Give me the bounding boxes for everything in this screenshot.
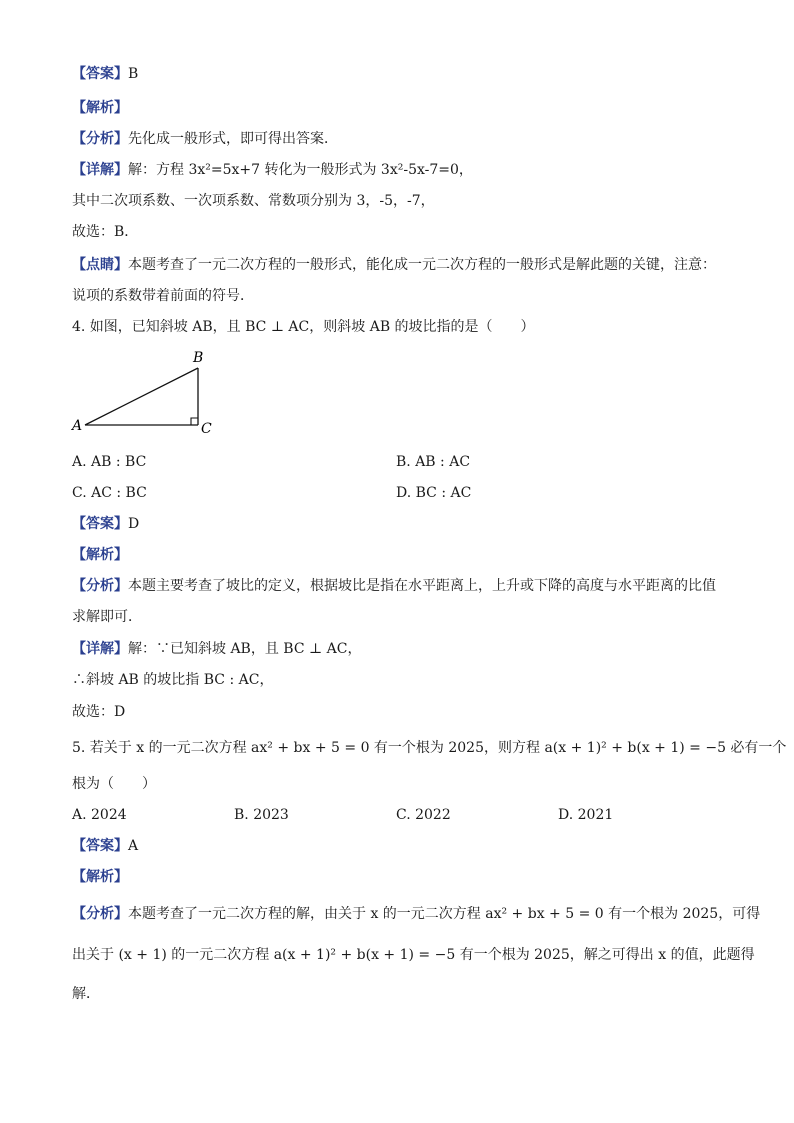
vertex-label-c: C [201, 421, 212, 437]
q5-option-a: A. 2024 [72, 807, 127, 823]
analysis-tag: 【解析】 [72, 547, 128, 563]
vertex-label-a: A [72, 418, 83, 434]
q5-option-b: B. 2023 [234, 807, 289, 823]
analysis-tag: 【解析】 [72, 869, 128, 885]
q4-fenxi-line [72, 576, 716, 596]
answer-tag: 【答案】 [72, 66, 128, 82]
q4-xiangjie-line [72, 639, 361, 659]
q3-dianjing-line [72, 255, 716, 275]
q5-stem-line2: 根为（ ） [72, 776, 156, 792]
q4-analysis-heading [72, 545, 128, 565]
dianjing-tag: 【点睛】 [72, 257, 128, 273]
q3-xiangjie-line [72, 160, 473, 180]
answer-tag: 【答案】 [72, 516, 128, 532]
q3-answer-line [72, 64, 138, 84]
q3-analysis-heading [72, 98, 128, 118]
q3-dianjing-line2: 说项的系数带着前面的符号． [72, 288, 254, 304]
answer-value: D [128, 516, 140, 532]
q4-xiangjie-line2: ∴斜坡 AB 的坡比指 BC : AC， [72, 672, 274, 688]
q4-option-d: D. BC : AC [396, 485, 472, 501]
fenxi-tag: 【分析】 [72, 131, 128, 147]
q4-answer-line [72, 514, 139, 534]
fenxi-text: 本题主要考查了坡比的定义，根据坡比是指在水平距离上，上升或下降的高度与水平距离的比值 [128, 578, 716, 594]
fenxi-tag: 【分析】 [72, 578, 128, 594]
q5-answer-line [72, 836, 138, 856]
right-triangle-figure [70, 344, 220, 440]
analysis-tag: 【解析】 [72, 100, 128, 116]
q5-fenxi-line3: 解． [72, 986, 100, 1002]
q5-analysis-heading [72, 867, 128, 887]
answer-value: A [128, 838, 139, 854]
q5-fenxi-line [72, 904, 760, 924]
answer-tag: 【答案】 [72, 838, 128, 854]
q4-option-a: A. AB : BC [72, 454, 147, 470]
xiangjie-tag: 【详解】 [72, 162, 128, 178]
vertex-label-b: B [193, 350, 204, 366]
q3-xiangjie-line2: 其中二次项系数、一次项系数、常数项分别为 3，-5，-7， [72, 193, 435, 209]
q4-option-c: C. AC : BC [72, 485, 147, 501]
q5-fenxi-line2: 出关于 (x + 1) 的一元二次方程 a(x + 1)² + b(x + 1) = −5 有一个根为 2025，解之可得出 x 的值，此题得 [72, 947, 755, 963]
segment-ab [85, 368, 198, 425]
fenxi-text: 先化成一般形式，即可得出答案． [128, 131, 338, 147]
xiangjie-text: 解：方程 3x²=5x+7 转化为一般形式为 3x²-5x-7=0， [128, 162, 473, 178]
q4-guxuan: 故选：D [72, 704, 126, 720]
q5-stem-line1: 5. 若关于 x 的一元二次方程 ax² + bx + 5 = 0 有一个根为 2025，则方程 a(x + 1)² + b(x + 1) = −5 必有一个 [72, 740, 787, 756]
fenxi-text: 本题考查了一元二次方程的解，由关于 x 的一元二次方程 ax² + bx + 5 = 0 有一个根为 2025，可得 [128, 906, 761, 922]
q5-option-d: D. 2021 [558, 807, 614, 823]
answer-value: B [128, 66, 139, 82]
q5-option-c: C. 2022 [396, 807, 451, 823]
q4-stem: 4. 如图，已知斜坡 AB，且 BC ⊥ AC，则斜坡 AB 的坡比指的是（ ） [72, 319, 535, 335]
q4-option-b: B. AB : AC [396, 454, 471, 470]
dianjing-text: 本题考查了一元二次方程的一般形式，能化成一元二次方程的一般形式是解此题的关键，注意： [128, 257, 716, 273]
fenxi-tag: 【分析】 [72, 906, 128, 922]
right-angle-mark [191, 418, 198, 425]
q4-fenxi-line2: 求解即可． [72, 609, 142, 625]
xiangjie-tag: 【详解】 [72, 641, 128, 657]
q3-fenxi-line [72, 129, 338, 149]
q3-guxuan: 故选：B． [72, 224, 139, 240]
xiangjie-text: 解：∵已知斜坡 AB，且 BC ⊥ AC， [128, 641, 362, 657]
